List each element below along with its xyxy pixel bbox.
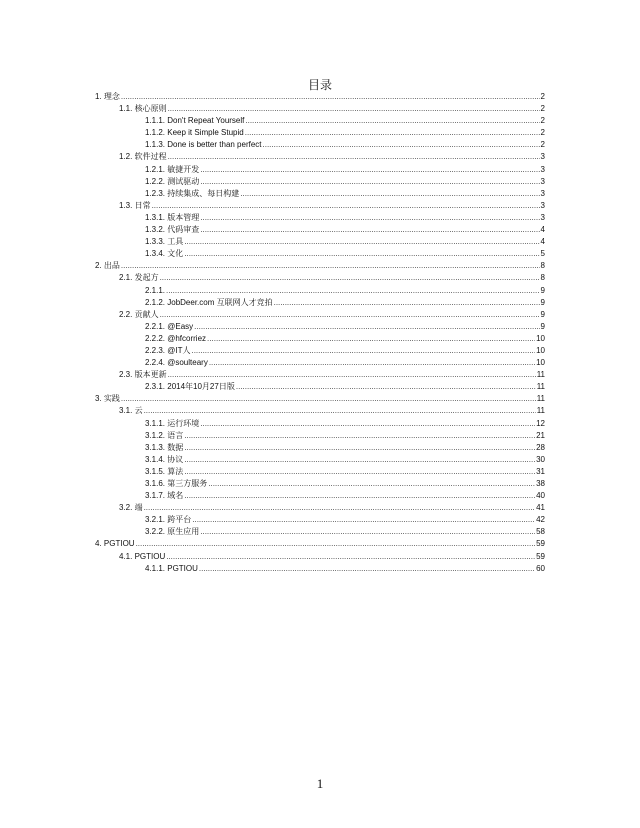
toc-entry-page: 58 <box>536 527 545 537</box>
toc-entry-page: 11 <box>536 382 545 392</box>
toc-entry-label: 2.2.1. @Easy <box>145 321 194 331</box>
toc-dot-leader <box>136 538 536 550</box>
toc-entry-label: 4. PGTIOU <box>95 539 135 549</box>
toc-entry[interactable] <box>95 200 545 212</box>
toc-entry[interactable] <box>95 285 545 297</box>
toc-entry-label: 2.3.1. 2014年10月27日版 <box>145 382 235 392</box>
toc-entry-label: 1.2.3. 持续集成、每日构建 <box>145 188 240 198</box>
toc-entry-label: 1.1.2. Keep it Simple Stupid <box>145 128 244 138</box>
toc-entry[interactable] <box>95 236 545 248</box>
toc-entry[interactable] <box>95 442 545 454</box>
toc-entry-label: 2.1.2. JobDeer.com 互联网人才竞拍 <box>145 297 273 307</box>
toc-dot-leader <box>191 345 535 357</box>
toc-dot-leader <box>160 309 540 321</box>
toc-entry-page: 11 <box>536 370 545 380</box>
toc-dot-leader <box>200 176 539 188</box>
toc-entry-page: 41 <box>536 503 545 513</box>
toc-entry[interactable] <box>95 139 545 151</box>
toc-entry-label: 3.1.5. 算法 <box>145 466 184 476</box>
toc-dot-leader <box>184 466 535 478</box>
toc-entry-label: 2.1.1. <box>145 285 166 295</box>
toc-entry-label: 1.3.2. 代码审查 <box>145 225 200 235</box>
toc-entry[interactable] <box>95 405 545 417</box>
toc-entry-page: 4 <box>540 225 545 235</box>
toc-entry[interactable] <box>95 478 545 490</box>
toc-dot-leader <box>166 285 540 297</box>
toc-dot-leader <box>168 103 540 115</box>
toc-entry-label: 1.1.1. Don't Repeat Yourself <box>145 116 245 126</box>
toc-dot-leader <box>121 393 536 405</box>
toc-entry[interactable] <box>95 514 545 526</box>
toc-entry-label: 1.2.1. 敏捷开发 <box>145 164 200 174</box>
toc-dot-leader <box>144 405 536 417</box>
toc-entry-label: 3.2.1. 跨平台 <box>145 515 192 525</box>
toc-entry-label: 3.1.2. 语言 <box>145 430 184 440</box>
toc-dot-leader <box>184 248 539 260</box>
toc-entry[interactable] <box>95 551 545 563</box>
toc-entry[interactable] <box>95 430 545 442</box>
toc-entry-page: 4 <box>540 237 545 247</box>
toc-dot-leader <box>194 321 539 333</box>
toc-dot-leader <box>200 164 539 176</box>
toc-entry-page: 2 <box>540 140 545 150</box>
toc-entry-label: 1. 理念 <box>95 92 120 101</box>
toc-dot-leader <box>144 502 536 514</box>
toc-entry[interactable] <box>95 418 545 430</box>
toc-dot-leader <box>240 188 539 200</box>
toc-dot-leader <box>236 381 536 393</box>
toc-entry[interactable] <box>95 297 545 309</box>
page-number: 1 <box>316 776 324 791</box>
toc-dot-leader <box>200 526 535 538</box>
toc-dot-leader <box>200 212 539 224</box>
toc-entry[interactable] <box>95 309 545 321</box>
toc-entry-page: 2 <box>540 104 545 114</box>
toc-entry-page: 38 <box>536 479 545 488</box>
toc-entry-page: 9 <box>540 297 545 307</box>
toc-entry-page: 9 <box>540 321 545 331</box>
toc-entry-page: 10 <box>536 358 545 368</box>
toc-entry-page: 10 <box>536 345 545 355</box>
toc-entry[interactable] <box>95 127 545 139</box>
toc-entry[interactable] <box>95 176 545 188</box>
toc-entry-page: 11 <box>536 394 545 404</box>
toc-entry[interactable] <box>95 248 545 260</box>
toc-entry[interactable] <box>95 369 545 381</box>
toc-entry-label: 1.3.3. 工具 <box>145 237 184 247</box>
toc-entry-page: 2 <box>540 92 545 101</box>
toc-entry-label: 2.2.3. @IT人 <box>145 345 191 355</box>
toc-entry-page: 3 <box>540 176 545 186</box>
toc-dot-leader <box>245 115 539 127</box>
toc-entry-page: 9 <box>540 285 545 295</box>
toc-entry-page: 10 <box>536 333 545 343</box>
toc-entry[interactable] <box>95 103 545 115</box>
toc-title: 目录 <box>307 78 332 92</box>
toc-dot-leader <box>245 127 540 139</box>
toc-entry-page: 5 <box>540 249 545 259</box>
toc-dot-leader <box>209 357 535 369</box>
toc-entry-page: 59 <box>536 551 545 561</box>
toc-dot-leader <box>166 551 535 563</box>
toc-entry-page: 3 <box>540 212 545 222</box>
toc-dot-leader <box>274 297 540 309</box>
toc-entry[interactable] <box>95 357 545 369</box>
toc-entry-label: 4.1. PGTIOU <box>119 551 166 561</box>
toc-entry-page: 59 <box>536 539 545 549</box>
toc-entry[interactable] <box>95 502 545 514</box>
toc-entry-page: 2 <box>540 116 545 126</box>
toc-dot-leader <box>184 442 535 454</box>
toc-entry-label: 1.2.2. 测试驱动 <box>145 176 200 186</box>
toc-entry-page: 2 <box>540 128 545 138</box>
toc-entry[interactable] <box>95 212 545 224</box>
toc-entry-label: 3.1. 云 <box>119 406 143 416</box>
toc-dot-leader <box>184 236 539 248</box>
toc-entry-label: 3.1.4. 协议 <box>145 454 184 464</box>
toc-entry-label: 2.2.4. @soulteary <box>145 358 208 368</box>
toc-entry[interactable] <box>95 393 545 405</box>
toc-entry-label: 1.2. 软件过程 <box>119 152 167 162</box>
toc-dot-leader <box>184 490 535 502</box>
toc-entry-page: 60 <box>536 563 545 573</box>
table-of-contents <box>95 91 545 575</box>
toc-entry-page: 3 <box>540 164 545 174</box>
toc-dot-leader <box>152 200 540 212</box>
toc-entry-page: 3 <box>540 200 545 210</box>
toc-entry[interactable] <box>95 188 545 200</box>
toc-dot-leader <box>200 418 535 430</box>
toc-entry-page: 28 <box>536 442 545 452</box>
toc-entry[interactable] <box>95 321 545 333</box>
toc-dot-leader <box>208 478 535 490</box>
toc-dot-leader <box>192 514 535 526</box>
toc-entry[interactable] <box>95 563 545 575</box>
toc-entry-page: 31 <box>536 466 545 476</box>
toc-dot-leader <box>168 369 536 381</box>
toc-entry-page: 8 <box>540 261 545 271</box>
toc-entry[interactable] <box>95 272 545 284</box>
toc-entry-page: 8 <box>540 273 545 283</box>
toc-dot-leader <box>200 224 539 236</box>
toc-entry[interactable] <box>95 454 545 466</box>
toc-entry[interactable] <box>95 151 545 163</box>
toc-dot-leader <box>121 91 540 103</box>
toc-dot-leader <box>263 139 540 151</box>
toc-entry[interactable] <box>95 260 545 272</box>
toc-entry-page: 30 <box>536 454 545 464</box>
toc-entry-label: 3.1.7. 域名 <box>145 491 184 501</box>
toc-entry-page: 42 <box>536 515 545 525</box>
toc-entry[interactable] <box>95 526 545 538</box>
toc-entry-page: 21 <box>536 430 545 440</box>
toc-entry-page: 11 <box>536 406 545 416</box>
toc-dot-leader <box>184 430 535 442</box>
toc-entry-page: 3 <box>540 188 545 198</box>
toc-entry[interactable] <box>95 466 545 478</box>
toc-entry-label: 3.2. 端 <box>119 503 143 513</box>
toc-entry[interactable] <box>95 333 545 345</box>
toc-entry[interactable] <box>95 381 545 393</box>
toc-entry[interactable] <box>95 345 545 357</box>
toc-entry[interactable] <box>95 538 545 550</box>
toc-entry-label: 3.1.3. 数据 <box>145 442 184 452</box>
toc-entry-page: 12 <box>536 418 545 428</box>
toc-entry[interactable] <box>95 490 545 502</box>
toc-entry-label: 1.1. 核心原则 <box>119 104 167 114</box>
toc-entry-label: 2.2. 贡献人 <box>119 309 159 319</box>
toc-entry-label: 2.1. 发起方 <box>119 273 159 283</box>
toc-entry-label: 2. 出品 <box>95 261 120 271</box>
toc-dot-leader <box>160 272 540 284</box>
toc-entry[interactable] <box>95 164 545 176</box>
toc-dot-leader <box>168 151 540 163</box>
toc-entry-label: 3.1.6. 第三方服务 <box>145 479 208 488</box>
toc-entry-label: 1.3.4. 文化 <box>145 249 184 259</box>
toc-entry-label: 4.1.1. PGTIOU <box>145 563 198 573</box>
toc-entry-label: 2.2.2. @hfcorriez <box>145 333 207 343</box>
toc-entry-label: 3. 实践 <box>95 394 120 404</box>
toc-entry-label: 3.2.2. 原生应用 <box>145 527 200 537</box>
toc-entry-label: 1.3. 日常 <box>119 200 151 210</box>
toc-entry[interactable] <box>95 91 545 103</box>
toc-dot-leader <box>121 260 540 272</box>
toc-dot-leader <box>184 454 535 466</box>
toc-entry-label: 1.3.1. 版本管理 <box>145 212 200 222</box>
toc-entry-label: 2.3. 版本更新 <box>119 370 167 380</box>
toc-entry-label: 1.1.3. Done is better than perfect <box>145 140 262 150</box>
toc-entry-page: 40 <box>536 491 545 501</box>
toc-entry-page: 3 <box>540 152 545 162</box>
toc-entry-label: 3.1.1. 运行环境 <box>145 418 200 428</box>
toc-entry-page: 9 <box>540 309 545 319</box>
toc-entry[interactable] <box>95 224 545 236</box>
toc-dot-leader <box>207 333 535 345</box>
toc-dot-leader <box>199 563 535 575</box>
toc-entry[interactable] <box>95 115 545 127</box>
